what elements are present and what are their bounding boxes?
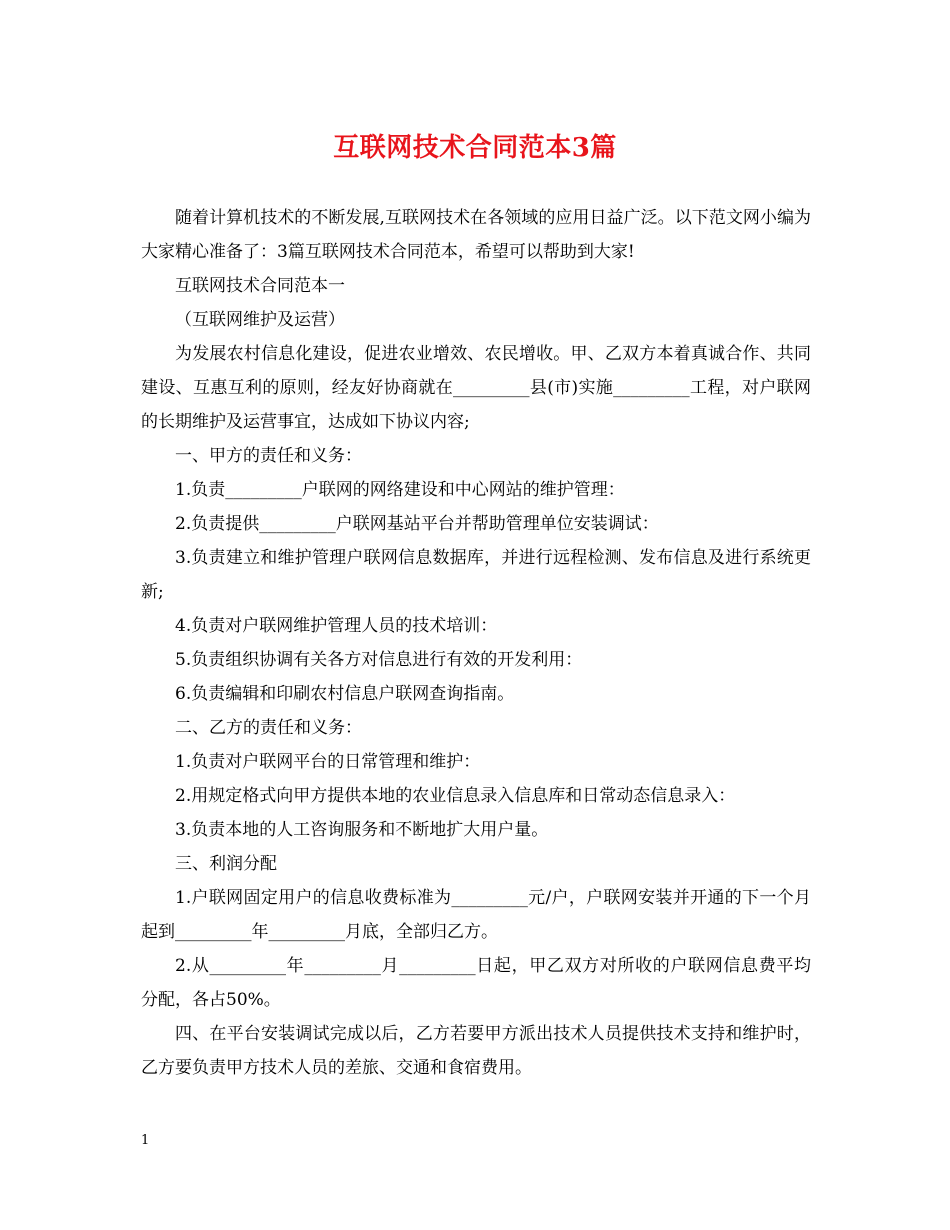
section-heading-profit: 三、利润分配: [175, 854, 277, 874]
party-a-item-4: 4.负责对户联网维护管理人员的技术培训：: [175, 616, 498, 636]
contract-heading-1: 互联网技术合同范本一: [175, 276, 345, 296]
party-a-item-6: 6.负责编辑和印刷农村信息户联网查询指南。: [175, 684, 515, 704]
intro-paragraph: 随着计算机技术的不断发展,互联网技术在各领域的应用日益广泛。以下范文网小编为大家精心准备了：3篇互联网技术合同范本，希望可以帮助到大家!: [141, 208, 811, 262]
preamble-paragraph: 为发展农村信息化建设，促进农业增效、农民增收。甲、乙双方本着真诚合作、共同建设、互惠互利的原则，经友好协商就在_________县(市)实施_________工程，对户联网的长期维护及运营事宜，达成如下协议内容;: [141, 344, 811, 432]
section-four-paragraph: 四、在平台安装调试完成以后，乙方若要甲方派出技术人员提供技术支持和维护时，乙方要负责甲方技术人员的差旅、交通和食宿费用。: [141, 1024, 811, 1078]
party-a-item-1: 1.负责_________户联网的网络建设和中心网站的维护管理：: [175, 480, 625, 500]
section-heading-party-a: 一、甲方的责任和义务：: [175, 446, 362, 466]
party-b-item-2: 2.用规定格式向甲方提供本地的农业信息录入信息库和日常动态信息录入：: [175, 786, 736, 806]
party-a-item-5: 5.负责组织协调有关各方对信息进行有效的开发利用：: [175, 650, 583, 670]
party-b-item-3: 3.负责本地的人工咨询服务和不断地扩大用户量。: [175, 820, 549, 840]
contract-subheading: （互联网维护及运营）: [175, 310, 345, 330]
document-body: [141, 201, 811, 1085]
party-a-item-3: 3.负责建立和维护管理户联网信息数据库，并进行远程检测、发布信息及进行系统更新;: [141, 548, 811, 602]
document-title: 互联网技术合同范本3篇: [333, 133, 617, 163]
page-number: 1: [141, 1133, 150, 1148]
profit-item-1: 1.户联网固定用户的信息收费标准为_________元/户，户联网安装并开通的下一个月起到_________年_________月底，全部归乙方。: [141, 888, 811, 942]
party-a-item-2: 2.负责提供_________户联网基站平台并帮助管理单位安装调试：: [175, 514, 659, 534]
section-heading-party-b: 二、乙方的责任和义务：: [175, 718, 362, 738]
profit-item-2: 2.从_________年_________月_________日起，甲乙双方对所收的户联网信息费平均分配，各占50%。: [141, 956, 811, 1010]
party-b-item-1: 1.负责对户联网平台的日常管理和维护：: [175, 752, 481, 772]
